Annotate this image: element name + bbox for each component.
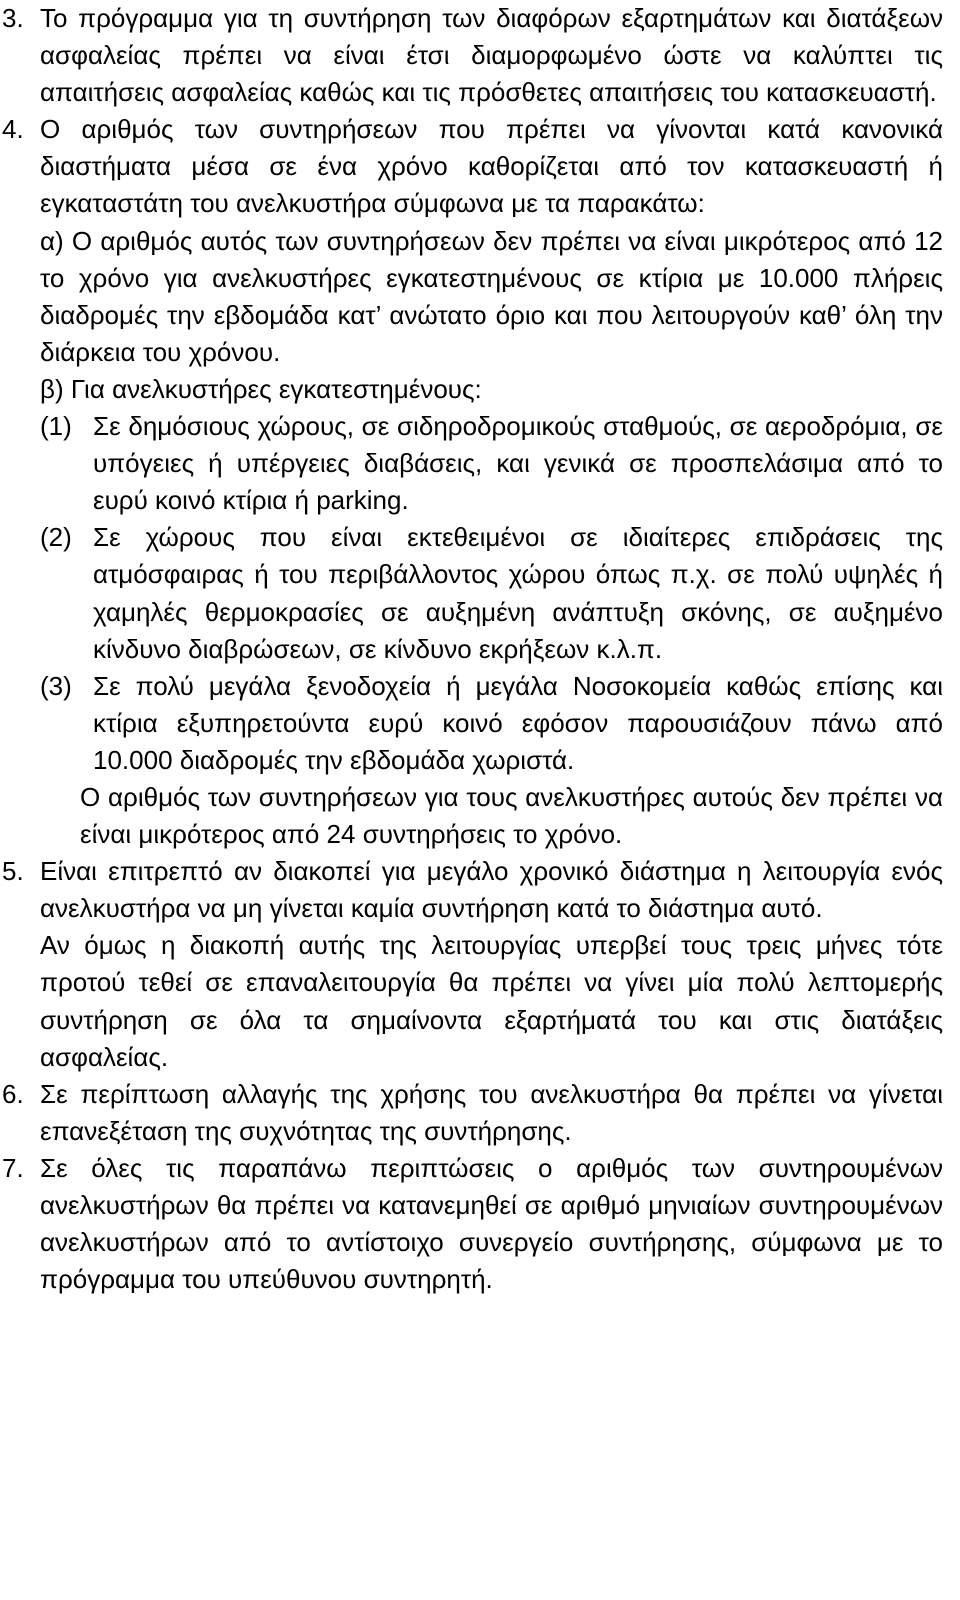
sub-item-text: Σε πολύ μεγάλα ξενοδοχεία ή μεγάλα Νοσοκομεία καθώς επίσης και κτίρια εξυπηρετούντα ευρύ κοινό εφόσον παρουσιάζουν πάνω από 10.000 διαδρομές την εβδομάδα χωριστά. [93,670,943,775]
sub-item-number: (2) [40,522,72,553]
sub-item-1 [40,408,943,519]
list-item-7 [0,1150,960,1298]
list-item-4 [0,111,960,853]
sub-item-text: Σε χώρους που είναι εκτεθειμένοι σε ιδιαίτερες επιδράσεις της ατμόσφαιρας ή του περιβάλλοντος χώρου όπως π.χ. σε πολύ υψηλές ή χαμηλές θερμοκρασίες σε αυξημένη ανάπτυξη σκόνης, σε αυξημένο κίνδυνο διαβρώσεων, σε κίνδυνο εκρήξεων κ.λ.π. [93,522,943,664]
sub-item-text: Σε δημόσιους χώρους, σε σιδηροδρομικούς σταθμούς, σε αεροδρόμια, σε υπόγειες ή υπέργειες διαβάσεις, και γενικά σε προσπελάσιμα από το ευρύ κοινό κτίρια ή parking. [93,411,943,516]
item-text: Σε όλες τις παραπάνω περιπτώσεις ο αριθμός των συντηρουμένων ανελκυστήρων θα πρέπει να κατανεμηθεί σε αριθμό μηνιαίων συντηρουμένων ανελκυστήρων από το αντίστοιχο συνεργείο συντήρησης, σύμφωνα με το πρόγραμμα του υπεύθυνου συντηρητή. [40,1152,943,1295]
item-text: Είναι επιτρεπτό αν διακοπεί για μεγάλο χρονικό διάστημα η λειτουργία ενός ανελκυστήρα να μη γίνεται καμία συντήρηση κατά το διάστημα αυτό. [40,856,943,924]
item-text-continued: Αν όμως η διακοπή αυτής της λειτουργίας υπερβεί τους τρεις μήνες τότε προτού τεθεί σε επαναλειτουργία θα πρέπει να γίνει μία πολύ λεπτομερής συντήρηση σε όλα τα σημαίνοντα εξαρτήματά του και στις διατάξεις ασφαλείας. [40,930,943,1072]
list-item-5 [0,853,960,1076]
item-number: 6. [2,1078,24,1109]
sub-item-2 [40,519,943,667]
list-item-3 [0,0,960,111]
item-number: 4. [2,114,24,145]
sub-item-number: (1) [40,411,72,442]
subclause-a: α) Ο αριθμός αυτός των συντηρήσεων δεν πρέπει να είναι μικρότερος από 12 το χρόνο για ανελκυστήρες εγκατεστημένους σε κτίρια με 10.000 πλήρεις διαδρομές την εβδομάδα κατ’ ανώτατο όριο και που λειτουργούν καθ’ όλη την διάρκεια του χρόνου. [40,225,943,367]
item-text: Το πρόγραμμα για τη συντήρηση των διαφόρων εξαρτημάτων και διατάξεων ασφαλείας πρέπει να είναι έτσι διαμορφωμένο ώστε να καλύπτει τις απαιτήσεις ασφαλείας καθώς και τις πρόσθετες απαιτήσεις του κατασκευαστή. [40,3,943,108]
subclause-b: β) Για ανελκυστήρες εγκατεστημένους: [40,373,482,404]
item-text: Ο αριθμός των συντηρήσεων που πρέπει να γίνονται κατά κανονικά διαστήματα μέσα σε ένα χρόνο καθορίζεται από τον κατασκευαστή ή εγκαταστάτη του ανελκυστήρα σύμφωνα με τα παρακάτω: [40,114,943,219]
sub-item-number: (3) [40,670,72,701]
item-number: 3. [2,3,24,33]
item-text: Σε περίπτωση αλλαγής της χρήσης του ανελκυστήρα θα πρέπει να γίνεται επανεξέταση της συχνότητας της συντήρησης. [40,1078,943,1146]
item-number: 7. [2,1152,24,1183]
closing-paragraph: Ο αριθμός των συντηρήσεων για τους ανελκυστήρες αυτούς δεν πρέπει να είναι μικρότερος από 24 συντηρήσεις το χρόνο. [80,781,943,850]
item-number: 5. [2,856,24,887]
sub-item-3 [40,668,943,779]
list-item-6 [0,1076,960,1150]
